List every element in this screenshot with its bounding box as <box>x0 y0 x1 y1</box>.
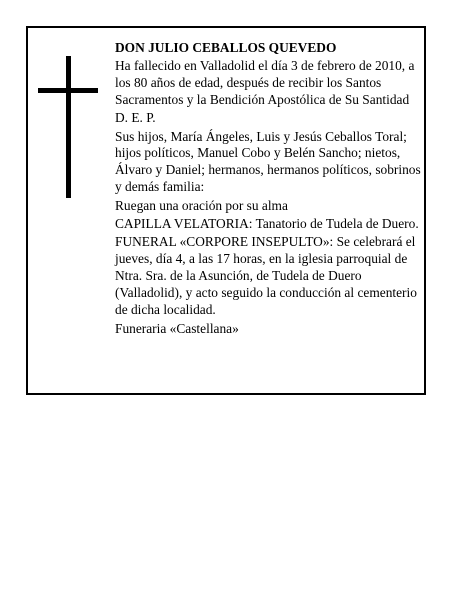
family-members: Sus hijos, María Ángeles, Luis y Jesús Ceballos Toral; hijos políticos, Manuel Cobo y Belén Sancho; nietos, Álvaro y Daniel; hermanos, hermanos políticos, sobrinos y demás familia: <box>115 128 421 195</box>
deceased-name: DON JULIO CEBALLOS QUEVEDO <box>115 40 337 55</box>
latin-cross-icon <box>38 56 98 198</box>
obituary-text <box>115 40 427 337</box>
obituary-notice <box>26 26 426 395</box>
funeral-info: FUNERAL «CORPORE INSEPULTO»: Se celebrará el jueves, día 4, a las 17 horas, en la iglesia parroquial de Ntra. Sra. de la Asunción, de Tudela de Duero (Valladolid), y acto seguido la conducción al cementerio de dicha localidad. <box>115 234 417 318</box>
chapel-info: CAPILLA VELATORIA: Tanatorio de Tudela de Duero. <box>115 216 419 232</box>
funeral-home: Funeraria «Castellana» <box>115 320 239 336</box>
cross-horizontal-bar <box>38 88 98 93</box>
death-notice: Ha fallecido en Valladolid el día 3 de febrero de 2010, a los 80 años de edad, después de recibir los Santos Sacramentos y la Bendición Apostólica de Su Santidad <box>115 57 415 107</box>
rest-in-peace: D. E. P. <box>115 110 156 126</box>
cross-vertical-bar <box>66 56 71 198</box>
prayer-request: Ruegan una oración por su alma <box>115 197 288 213</box>
